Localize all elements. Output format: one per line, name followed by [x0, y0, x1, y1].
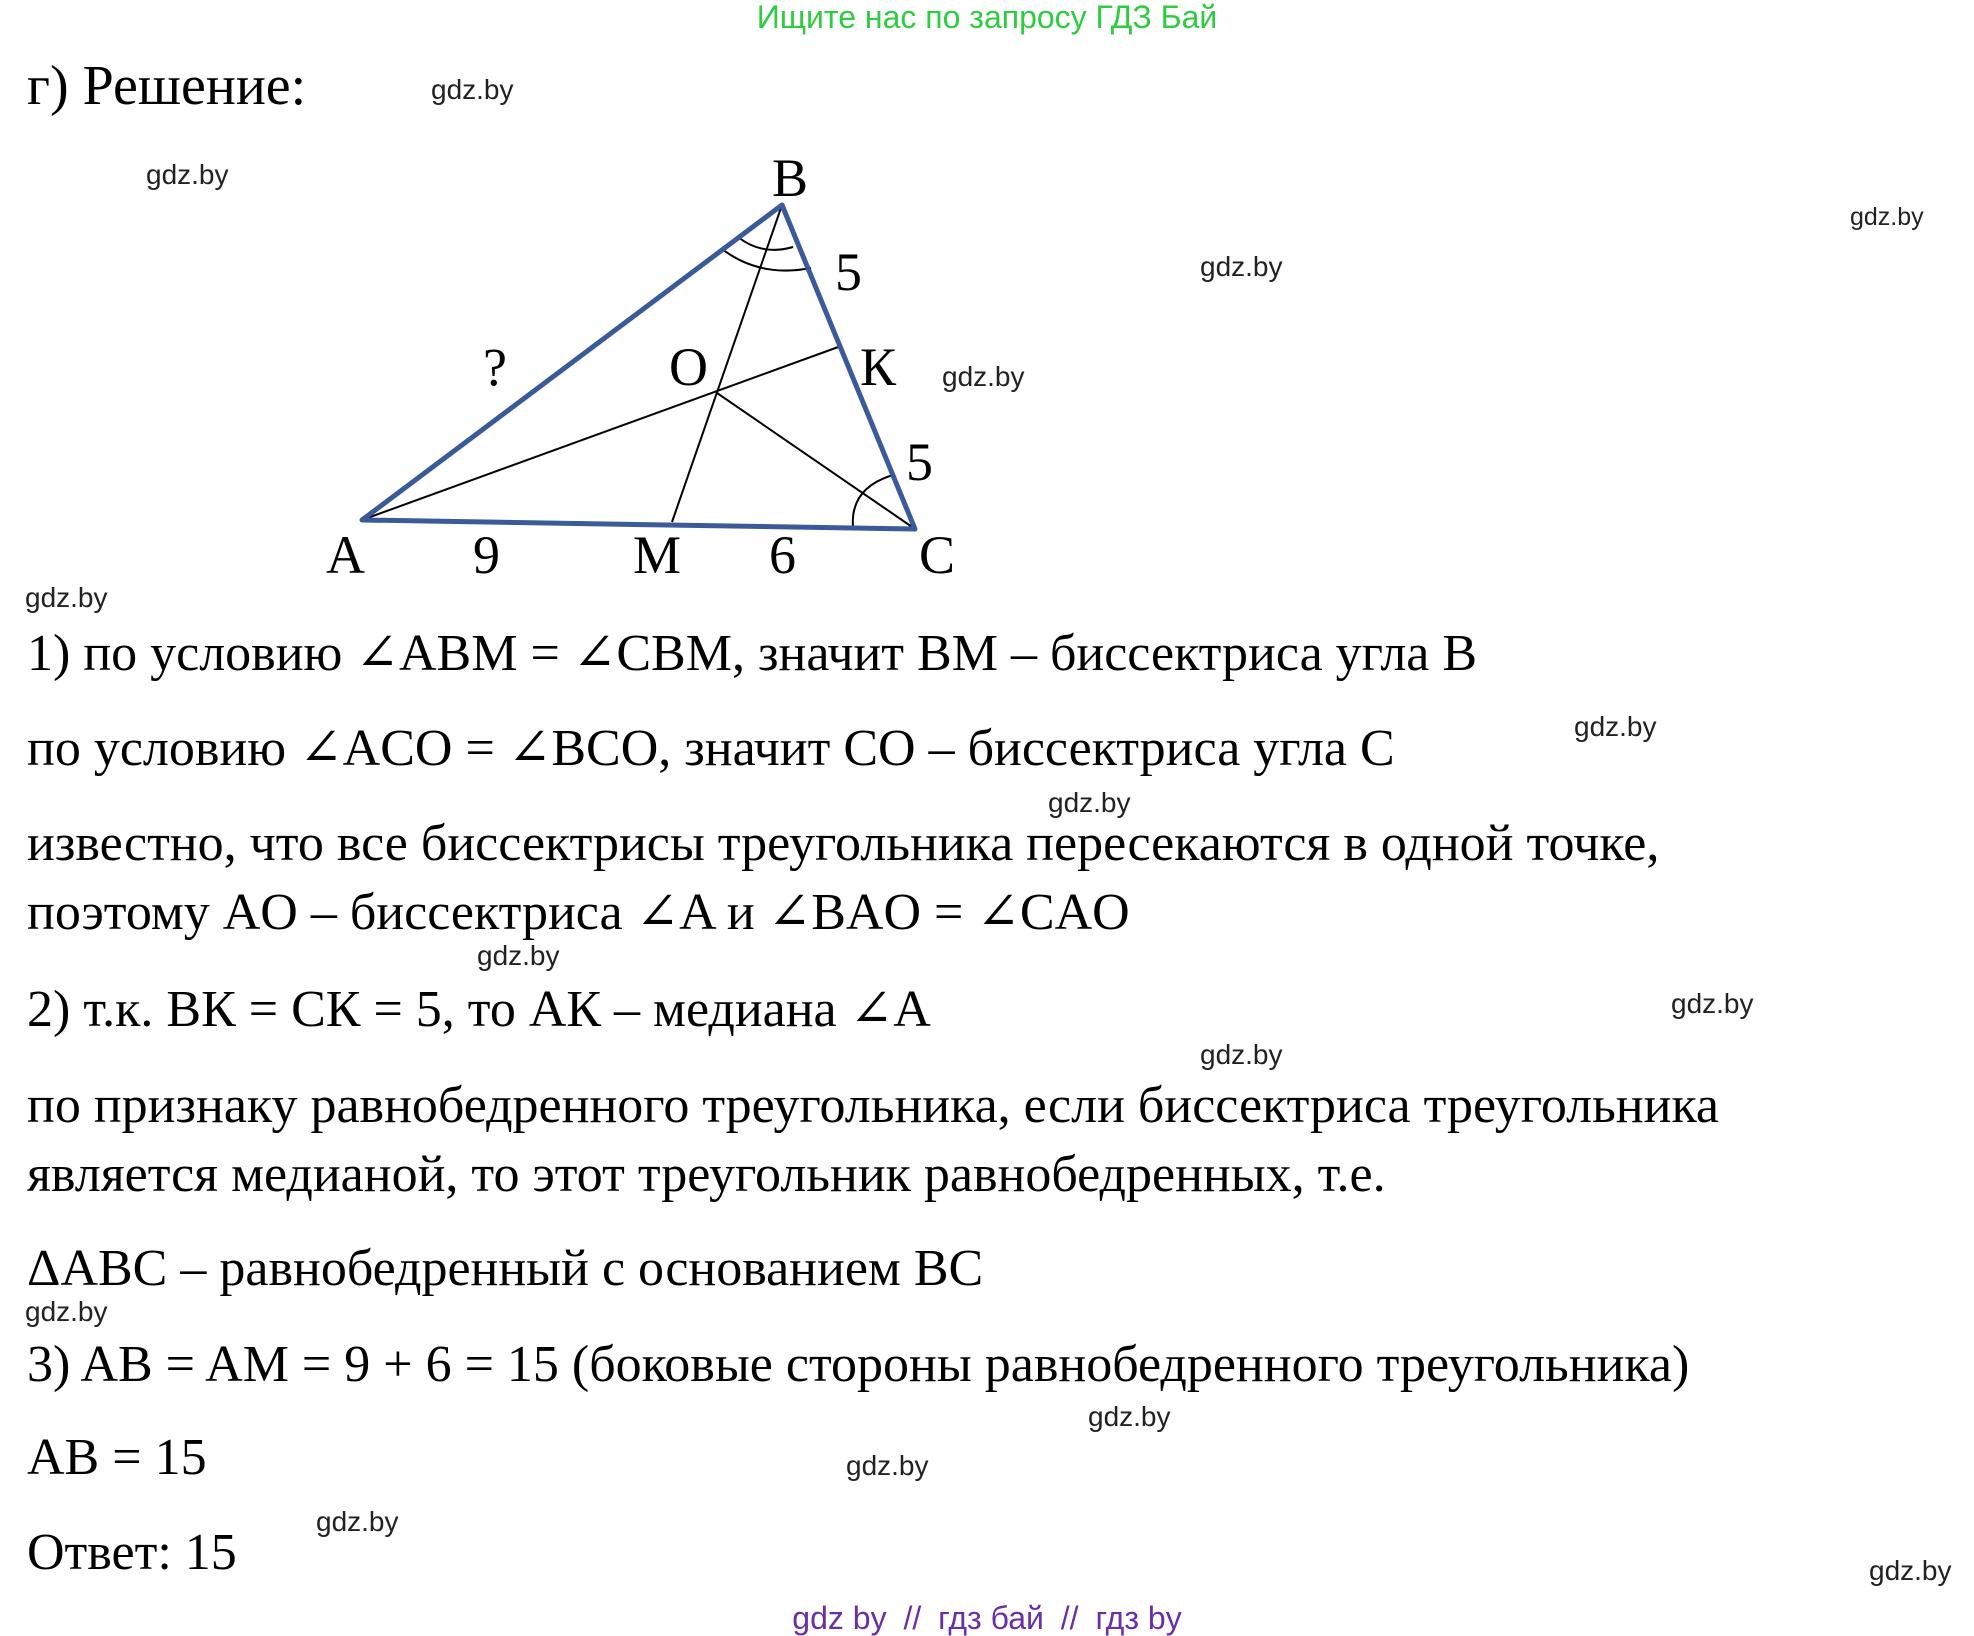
watermark: gdz.by: [1048, 787, 1131, 818]
vertex-b-label: B: [772, 148, 809, 208]
watermark: gdz.by: [1088, 1401, 1171, 1432]
solution-line-4: поэтому AO – биссектриса ∠A и ∠BAO = ∠CAO: [27, 884, 1130, 941]
answer-line: Ответ: 15: [27, 1524, 237, 1581]
solution-line-8: ΔABC – равнобедренный с основанием BC: [27, 1240, 984, 1297]
side-bk-label: 5: [835, 242, 862, 302]
footer-separator: //: [1060, 1600, 1079, 1636]
triangle-abc: [362, 205, 915, 529]
solution-line-10: AB = 15: [27, 1429, 207, 1486]
solution-line-5: 2) т.к. BК = CК = 5, то AК – медиана ∠A: [27, 981, 931, 1038]
watermark: gdz.by: [1200, 251, 1283, 282]
vertex-c-label: C: [919, 525, 956, 585]
solution-heading: г) Решение:: [27, 55, 307, 117]
watermark: gdz.by: [942, 361, 1025, 392]
triangle-figure: [0, 0, 1974, 600]
solution-line-1: 1) по условию ∠ABM = ∠CBM, значит BM – биссектриса угла B: [27, 625, 1478, 682]
footer-separator: //: [903, 1600, 922, 1636]
watermark: gdz.by: [1850, 203, 1924, 231]
side-ab-label: ?: [483, 337, 507, 397]
segment-ak: [362, 346, 841, 520]
watermark: gdz.by: [846, 1450, 929, 1481]
footer-link-gdz-bai[interactable]: гдз бай: [938, 1600, 1044, 1636]
point-m-label: M: [633, 525, 682, 585]
footer-link-gdz-by-cyr[interactable]: гдз by: [1095, 1600, 1182, 1636]
watermark: gdz.by: [146, 159, 229, 190]
watermark: gdz.by: [25, 1296, 108, 1327]
watermark: gdz.by: [431, 74, 514, 105]
watermark: gdz.by: [1671, 988, 1754, 1019]
vertex-a-label: A: [326, 525, 365, 585]
point-k-label: К: [860, 337, 897, 397]
watermark: gdz.by: [25, 582, 108, 613]
watermark: gdz.by: [1200, 1039, 1283, 1070]
top-banner: Ищите нас по запросу ГДЗ Бай: [756, 0, 1218, 35]
angle-arc-b-inner: [738, 237, 793, 250]
watermark: gdz.by: [1574, 711, 1657, 742]
side-am-label: 9: [473, 525, 500, 585]
solution-line-2: по условию ∠ACO = ∠BCO, значит CO – биссектриса угла C: [27, 720, 1395, 777]
side-mc-label: 6: [769, 525, 796, 585]
point-o-label: O: [669, 337, 708, 397]
watermark: gdz.by: [1869, 1555, 1952, 1586]
side-kc-label: 5: [906, 432, 933, 492]
solution-line-6: по признаку равнобедренного треугольника, если биссектриса треугольника: [27, 1077, 1720, 1134]
watermark: gdz.by: [316, 1506, 399, 1537]
solution-line-9: 3) AB = AM = 9 + 6 = 15 (боковые стороны равнобедренного треугольника): [27, 1336, 1690, 1393]
solution-line-7: является медианой, то этот треугольник равнобедренных, т.е.: [27, 1146, 1386, 1203]
footer-link-gdz-by[interactable]: gdz by: [792, 1600, 887, 1636]
footer-links: [0, 1602, 1974, 1634]
watermark: gdz.by: [477, 940, 560, 971]
solution-line-3: известно, что все биссектрисы треугольника пересекаются в одной точке,: [27, 815, 1660, 872]
